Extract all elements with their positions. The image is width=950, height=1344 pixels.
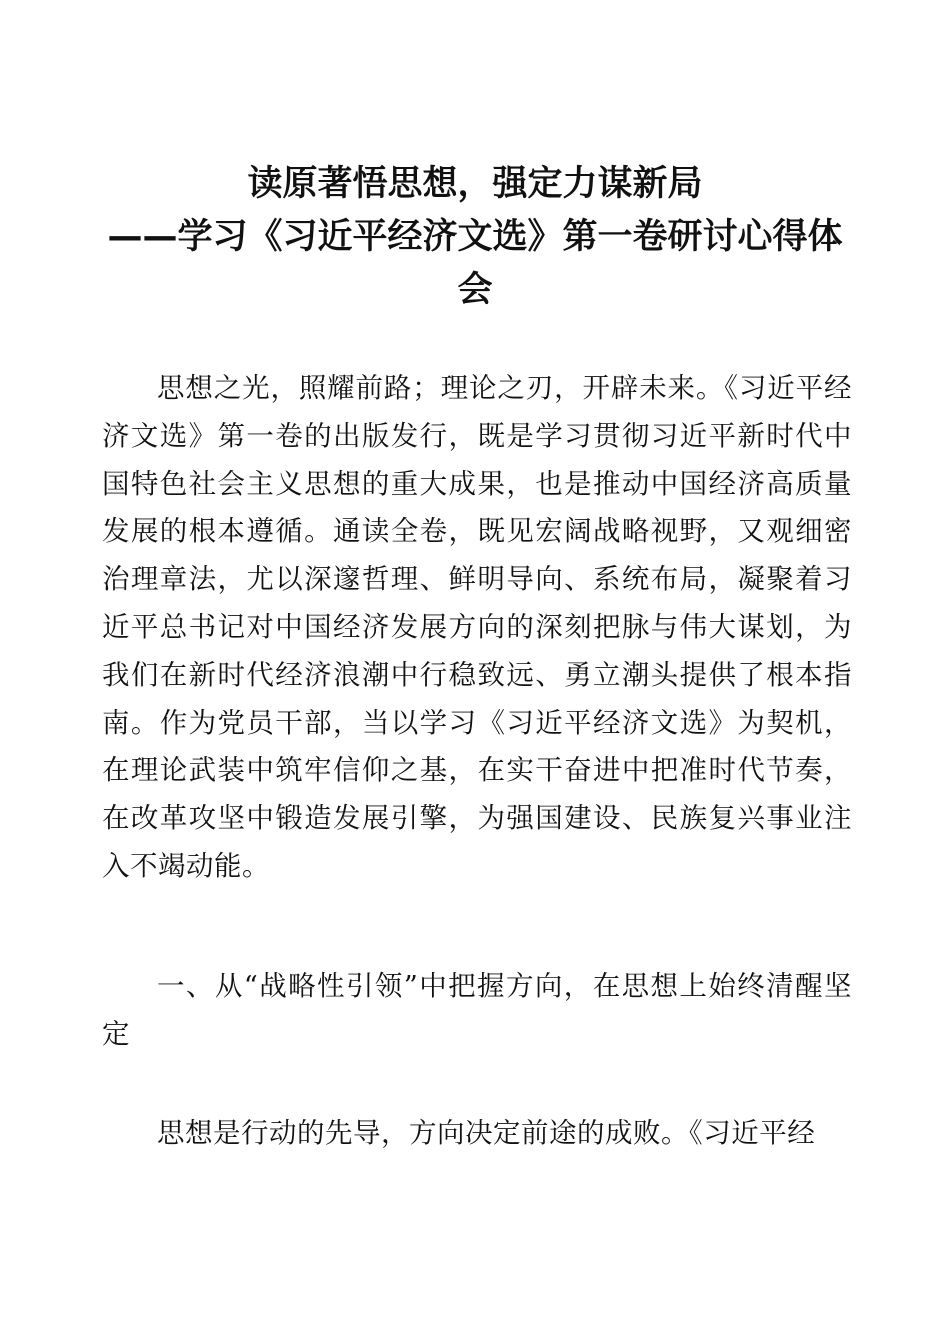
body-paragraph-section-1: 思想是行动的先导，方向决定前途的成败。《习近平经 <box>157 1117 816 1149</box>
document-subtitle-line-2: 会 <box>457 270 493 310</box>
document-subtitle-line-1: ——学习《习近平经济文选》第一卷研讨心得体 <box>107 217 843 257</box>
document-title-block <box>100 158 850 317</box>
document-title: 读原著悟思想，强定力谋新局 <box>247 164 703 204</box>
body-paragraph-intro: 思想之光，照耀前路；理论之刃，开辟未来。《习近平经济文选》第一卷的出版发行，既是学习贯彻习近平新时代中国特色社会主义思想的重大成果，也是推动中国经济高质量发展的根本遵循。通读全卷，既见宏阔战略视野，又观细密治理章法，尤以深邃哲理、鲜明导向、系统布局，凝聚着习近平总书记对中国经济发展方向的深刻把脉与伟大谋划，为我们在新时代经济浪潮中行稳致远、勇立潮头提供了根本指南。作为党员干部，当以学习《习近平经济文选》为契机，在理论武装中筑牢信仰之基，在实干奋进中把准时代节奏，在改革攻坚中锻造发展引擎，为强国建设、民族复兴事业注入不竭动能。 <box>102 372 852 882</box>
section-heading-1: 一、从“战略性引领”中把握方向，在思想上始终清醒坚定 <box>102 970 852 1050</box>
